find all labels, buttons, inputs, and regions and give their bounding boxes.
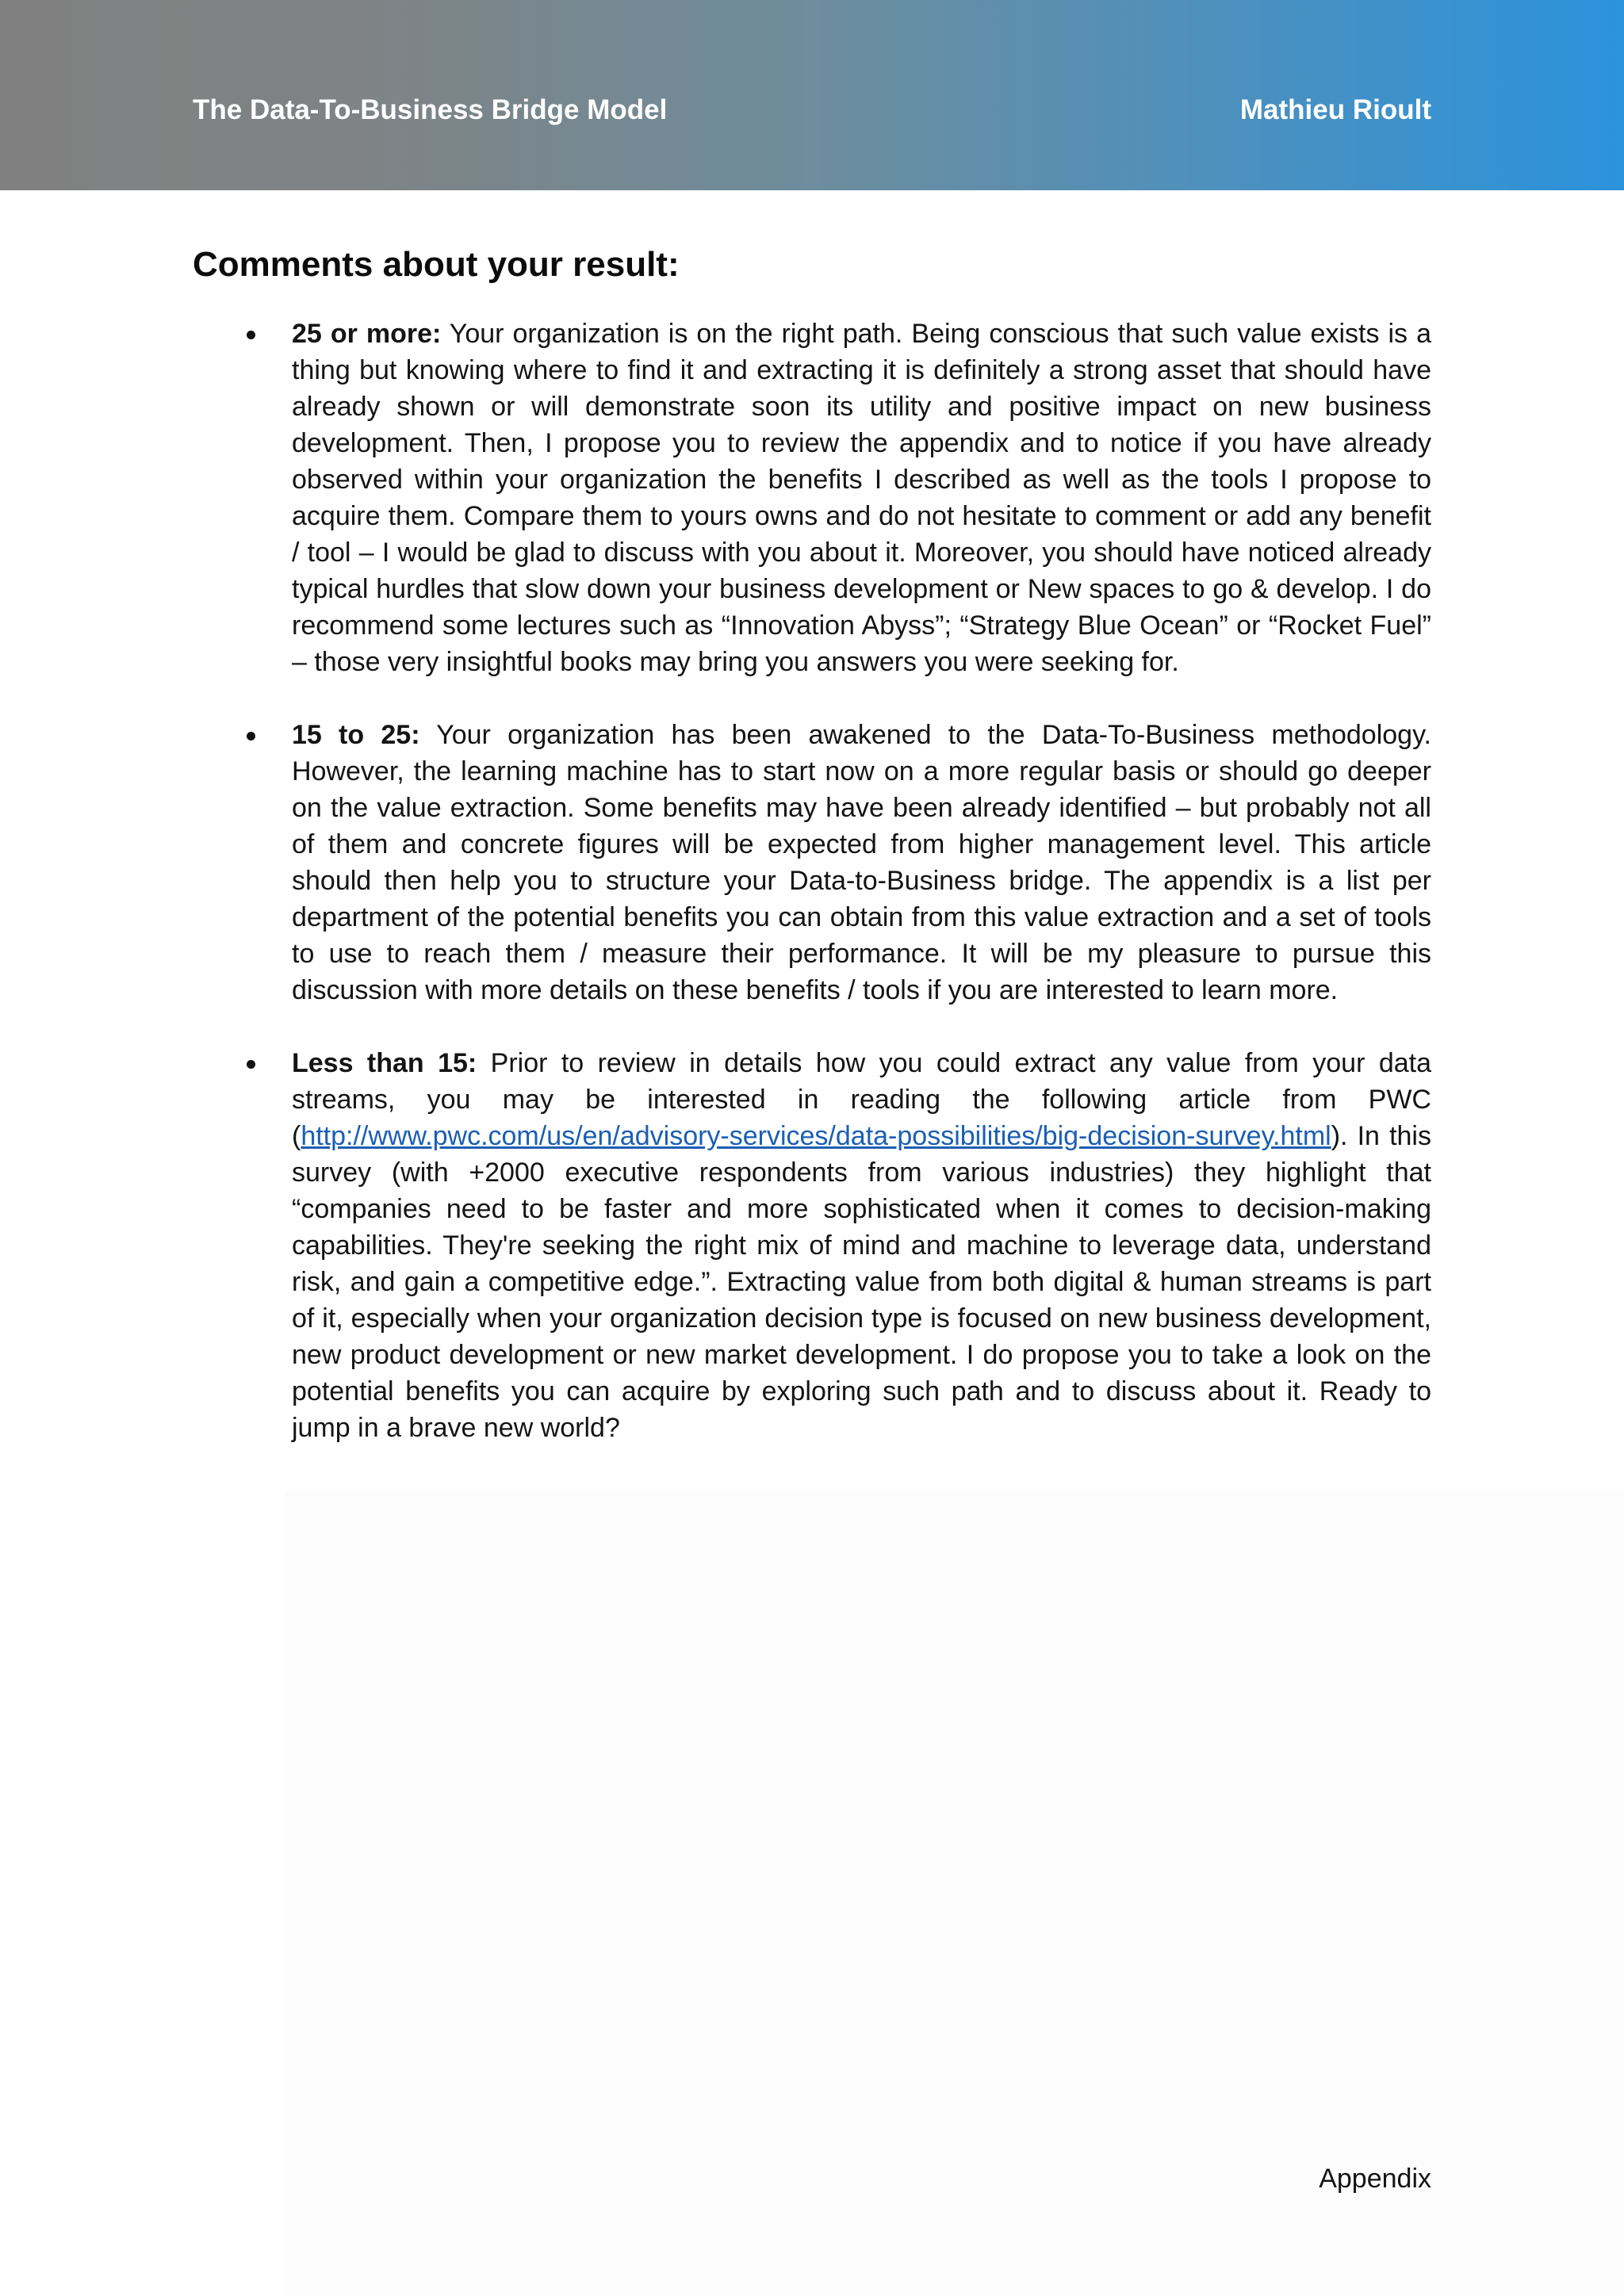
comments-list — [292, 316, 1431, 1483]
document-title: The Data-To-Business Bridge Model — [193, 94, 668, 125]
comment-text-after-link: ). In this survey (with +2000 executive respondents from various industries) they highlight that “companies need to be faster and more sophisticated when it comes to decision-making capabilities. They're seeking the right mix of mind and machine to leverage data, understand risk, and gain a competitive edge.”. Extracting value from both digital & human streams is part of it, especially when your organization decision type is focused on new business development, new product development or new market development. I do propose you to take a look on the potential benefits you can acquire by exploring such path and to discuss about it. Ready to jump in a brave new world? — [292, 1121, 1431, 1443]
bullet-icon — [247, 732, 255, 740]
comment-lead: 25 or more: — [292, 319, 442, 349]
section-title: Comments about your result: — [193, 245, 680, 284]
author-name: Mathieu Rioult — [1239, 94, 1431, 125]
comment-item-less-than-15 — [292, 1045, 1431, 1446]
bullet-icon — [247, 331, 255, 339]
header-band — [0, 0, 1624, 190]
comment-text: Your organization has been awakened to the Data-To-Business methodology. However, the learning machine has to start now on a more regular basis or should go deeper on the value extraction. Some benefits may have been already identified – but probably not all of them and concrete figures will be expected from higher management level. This article should then help you to structure your Data-to-Business bridge. The appendix is a list per department of the potential benefits you can obtain from this value extraction and a set of tools to use to reach them / measure their performance. It will be my pleasure to pursue this discussion with more details on these benefits / tools if you are interested to learn more. — [292, 720, 1431, 1005]
comment-text: Your organization is on the right path. Being conscious that such value exists is a thing but knowing where to find it and extracting it is definitely a strong asset that should have already shown or will demonstrate soon its utility and positive impact on new business development. Then, I propose you to review the appendix and to notice if you have already observed within your organization the benefits I described as well as the tools I propose to acquire them. Compare them to yours owns and do not hesitate to comment or add any benefit / tool – I would be glad to discuss with you about it. Moreover, you should have noticed already typical hurdles that slow down your business development or New spaces to go & develop. I do recommend some lectures such as “Innovation Abyss”; “Strategy Blue Ocean” or “Rocket Fuel” – those very insightful books may bring you answers you were seeking for. — [292, 319, 1431, 677]
comment-lead: 15 to 25: — [292, 720, 420, 750]
bullet-icon — [247, 1060, 255, 1069]
footer-label: Appendix — [1319, 2164, 1431, 2194]
comment-lead: Less than 15: — [292, 1048, 477, 1078]
comment-item-25-or-more — [292, 316, 1431, 680]
comment-text-before-link: Prior to review in details how you could extract any value from your data streams, you may be interested in reading the following article from PWC ( — [292, 1048, 1431, 1151]
pwc-survey-link[interactable]: http://www.pwc.com/us/en/advisory-services/data-possibilities/big-decision-survey.html — [301, 1121, 1331, 1151]
comment-item-15-to-25 — [292, 717, 1431, 1008]
